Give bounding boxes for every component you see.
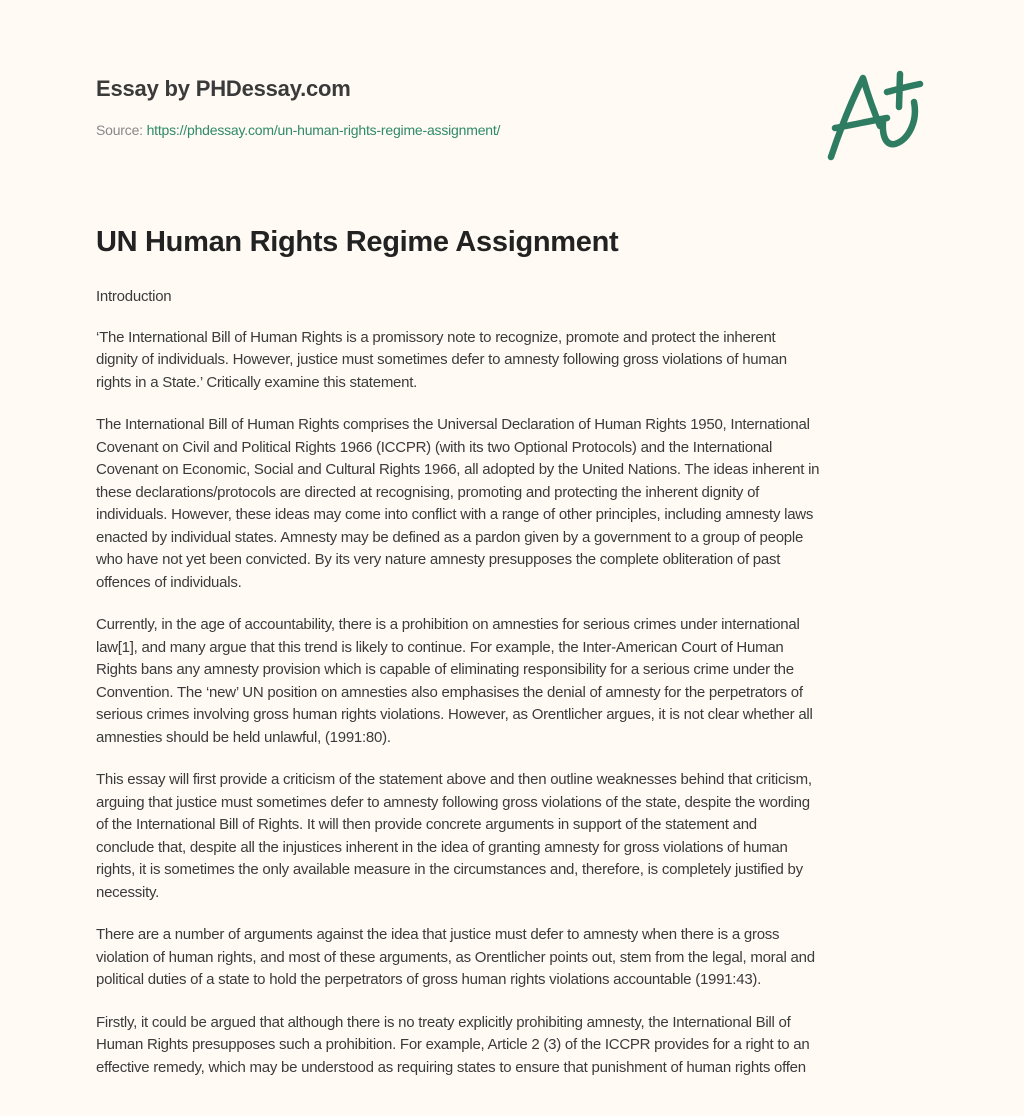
paragraph-line: conclude that, despite all the injustices inherent in the idea of granting amnesty for gross violations of human	[96, 838, 788, 856]
essay-body	[96, 286, 936, 1099]
source-link[interactable]: https://phdessay.com/un-human-rights-regime-assignment/	[146, 122, 501, 138]
paragraph	[96, 614, 936, 749]
paragraph	[96, 1012, 936, 1080]
paragraph-line: Human Rights presupposes such a prohibition. For example, Article 2 (3) of the ICCPR provides for a right to an	[96, 1036, 810, 1053]
intro-heading: Introduction	[96, 288, 172, 305]
paragraph-line: serious crimes involving gross human rights violations. However, as Orentlicher argues, it is not clear whether all	[96, 706, 813, 723]
paragraph-line: Rights bans any amnesty provision which is capable of eliminating responsibility for a serious crime under the	[96, 661, 794, 678]
paragraph-line: Convention. The ‘new’ UN position on amnesties also emphasises the denial of amnesty for the perpetrators of	[96, 683, 803, 701]
paragraph-line: individuals. However, these ideas may come into conflict with a range of other principles, including amnesty laws	[96, 506, 814, 523]
paragraph	[96, 414, 936, 594]
paragraph-line: Currently, in the age of accountability, there is a prohibition on amnesties for serious crimes under international	[96, 616, 800, 633]
paragraph-line: rights, it is sometimes the only available measure in the circumstances and, therefore, is completely justified by	[96, 861, 803, 878]
paragraph-line: of the International Bill of Rights. It will then provide concrete arguments in support of the statement and	[96, 816, 757, 833]
paragraph-line: who have not yet been convicted. By its very nature amnesty presupposes the complete obliteration of past	[96, 551, 781, 568]
site-title: Essay by PHDessay.com	[96, 76, 351, 101]
paragraph-line: ‘The International Bill of Human Rights is a promissory note to recognize, promote and protect the inherent	[96, 328, 776, 346]
paragraph-line: This essay will first provide a criticism of the statement above and then outline weaknesses behind that criticism,	[96, 771, 812, 788]
a-plus-logo-icon	[810, 60, 940, 170]
paragraph-line: effective remedy, which may be understood as requiring states to ensure that punishment of human rights offen	[96, 1058, 806, 1076]
source-line	[96, 122, 500, 138]
source-label: Source:	[96, 122, 143, 138]
paragraph-line: necessity.	[96, 883, 160, 901]
paragraph-line: Covenant on Civil and Political Rights 1966 (ICCPR) (with its two Optional Protocols) and the International	[96, 438, 773, 456]
site-header	[96, 76, 500, 138]
paragraph	[96, 924, 936, 992]
paragraph-line: enacted by individual states. Amnesty may be defined as a pardon given by a government to a group of people	[96, 528, 804, 546]
paragraph-line: There are a number of arguments against the idea that justice must defer to amnesty when there is a gross	[96, 926, 780, 943]
paragraph-line: Firstly, it could be argued that although there is no treaty explicitly prohibiting amnesty, the International Bill of	[96, 1013, 791, 1031]
paragraph-line: dignity of individuals. However, justice must sometimes defer to amnesty following gross violations of human	[96, 351, 787, 368]
paragraph-line: offences of individuals.	[96, 573, 242, 591]
paragraph-line: amnesties should be held unlawful, (1991:80).	[96, 728, 391, 746]
essay-title: UN Human Rights Regime Assignment	[96, 226, 619, 258]
paragraph-line: Covenant on Economic, Social and Cultural Rights 1966, all adopted by the United Nations. The ideas inherent in	[96, 461, 820, 478]
paragraph	[96, 769, 936, 904]
paragraph-line: arguing that justice must sometimes defer to amnesty following gross violations of the state, despite the wording	[96, 793, 810, 811]
paragraph-line: law[1], and many argue that this trend is likely to continue. For example, the Inter-American Court of Human	[96, 638, 784, 656]
paragraph-line: political duties of a state to hold the perpetrators of gross human rights violations accountable (1991:43).	[96, 971, 762, 988]
paragraph-line: these declarations/protocols are directed at recognising, promoting and protecting the inherent dignity of	[96, 483, 760, 501]
paragraph-line: The International Bill of Human Rights comprises the Universal Declaration of Human Rights 1950, International	[96, 416, 810, 433]
paragraph	[96, 327, 936, 395]
paragraph-line: rights in a State.’ Critically examine this statement.	[96, 373, 418, 391]
paragraph-line: violation of human rights, and most of these arguments, as Orentlicher points out, stem from the legal, moral and	[96, 948, 815, 966]
